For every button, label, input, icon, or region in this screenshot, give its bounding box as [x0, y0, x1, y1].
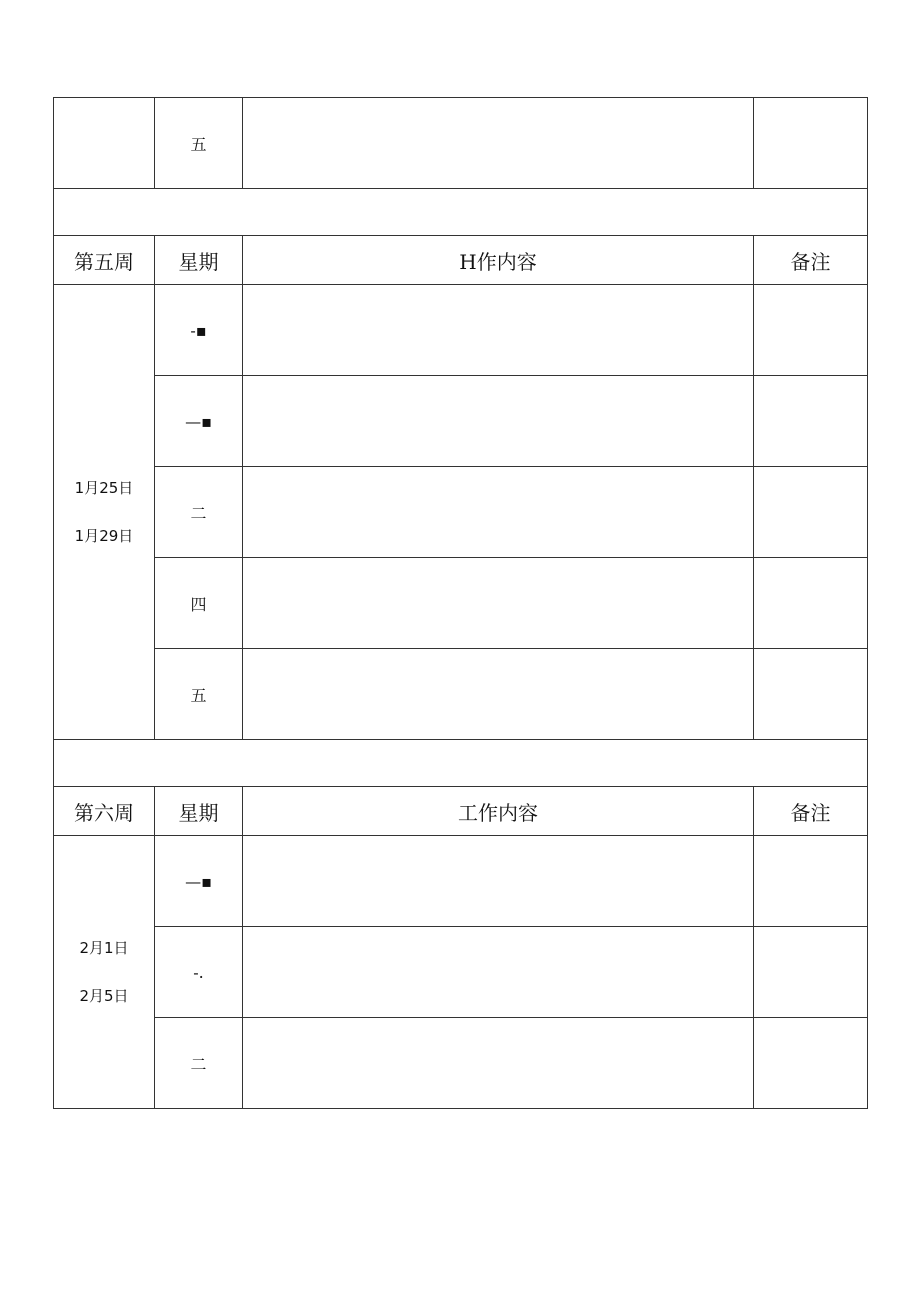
content-header: H作内容 — [243, 236, 754, 285]
table-row — [54, 649, 868, 740]
weekday-cell: -▪ — [155, 285, 243, 376]
header-row — [54, 236, 868, 285]
content-cell[interactable] — [243, 927, 754, 1018]
notes-cell[interactable] — [754, 285, 868, 376]
table-row — [54, 467, 868, 558]
content-cell[interactable] — [243, 558, 754, 649]
weekday-cell: —▪ — [155, 376, 243, 467]
schedule-table — [53, 97, 868, 1109]
content-cell[interactable] — [243, 467, 754, 558]
week-header: 第六周 — [54, 787, 155, 836]
weekday-cell: 四 — [155, 558, 243, 649]
date-end: 1月29日 — [74, 527, 134, 545]
table-row — [54, 836, 868, 927]
table-row — [54, 1018, 868, 1109]
notes-cell[interactable] — [754, 836, 868, 927]
spacer-row — [54, 740, 868, 787]
notes-header: 备注 — [754, 787, 868, 836]
notes-cell[interactable] — [754, 1018, 868, 1109]
table-row — [54, 285, 868, 376]
weekday-cell: 五 — [155, 98, 243, 189]
notes-cell[interactable] — [754, 558, 868, 649]
spacer-cell — [54, 189, 868, 236]
spacer-row — [54, 189, 868, 236]
table-row — [54, 927, 868, 1018]
content-cell[interactable] — [243, 836, 754, 927]
date-start: 1月25日 — [74, 479, 134, 497]
date-end: 2月5日 — [79, 987, 129, 1005]
date-range-cell — [54, 836, 155, 1109]
weekday-cell: 二 — [155, 467, 243, 558]
week-header: 第五周 — [54, 236, 155, 285]
date-range-cell — [54, 285, 155, 740]
content-cell[interactable] — [243, 285, 754, 376]
weekday-header: 星期 — [155, 787, 243, 836]
table-row — [54, 376, 868, 467]
notes-cell[interactable] — [754, 467, 868, 558]
content-cell[interactable] — [243, 98, 754, 189]
content-header: 工作内容 — [243, 787, 754, 836]
notes-header: 备注 — [754, 236, 868, 285]
week-cell — [54, 98, 155, 189]
spacer-cell — [54, 740, 868, 787]
content-cell[interactable] — [243, 376, 754, 467]
content-cell[interactable] — [243, 649, 754, 740]
weekday-cell: 五 — [155, 649, 243, 740]
notes-cell[interactable] — [754, 927, 868, 1018]
content-cell[interactable] — [243, 1018, 754, 1109]
table-row — [54, 558, 868, 649]
date-start: 2月1日 — [79, 939, 129, 957]
weekday-header: 星期 — [155, 236, 243, 285]
weekday-cell: -. — [155, 927, 243, 1018]
notes-cell[interactable] — [754, 649, 868, 740]
weekday-cell: —▪ — [155, 836, 243, 927]
header-row — [54, 787, 868, 836]
table-row — [54, 98, 868, 189]
weekday-cell: 二 — [155, 1018, 243, 1109]
notes-cell[interactable] — [754, 98, 868, 189]
notes-cell[interactable] — [754, 376, 868, 467]
